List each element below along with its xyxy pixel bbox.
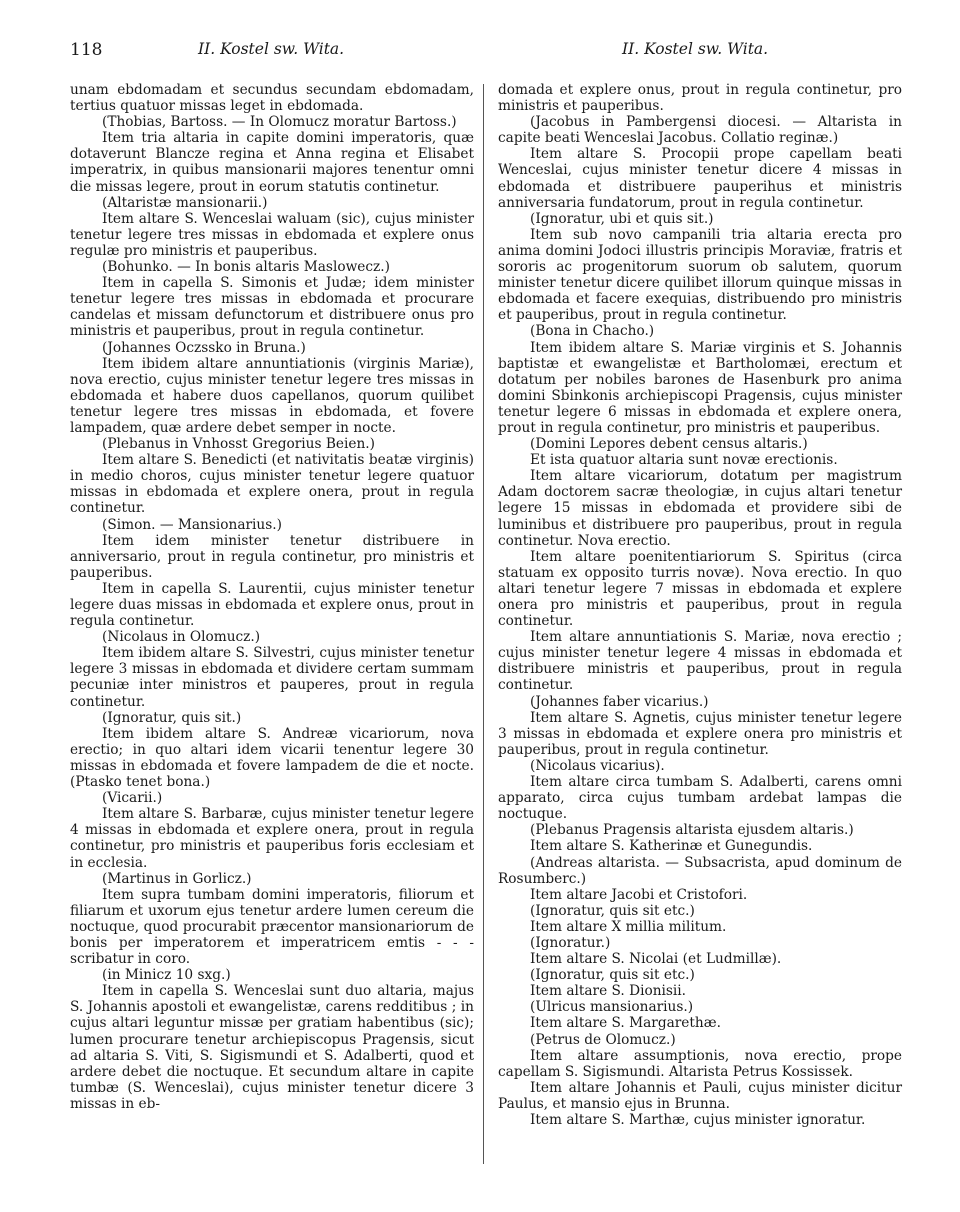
paragraph: Item ibidem altare annuntiationis (virginis Mariæ), nova erectio, cujus minister tenetur legere tres missas in ebdomada et habere duos capellanos, quorum quilibet tenetur legere tres missas in ebdomada, et fovere lampadem, quæ ardere debet semper in nocte. (70, 355, 474, 436)
paragraph: Item idem minister tenetur distribuere in anniversario, prout in regula continetur, pro ministris et pauperibus. (70, 532, 474, 581)
paragraph: (Andreas altarista. — Subsacrista, apud dominum de Rosumberc.) (498, 854, 902, 887)
paragraph: (Simon. — Mansionarius.) (102, 516, 282, 533)
paragraph: (Jacobus in Pambergensi diocesi. — Altarista in capite beati Wenceslai Jacobus. Collatio reginæ.) (498, 114, 902, 147)
paragraph: (Ignoratur, ubi et quis sit.) (530, 210, 714, 227)
paragraph: Item ibidem altare S. Silvestri, cujus minister tenetur legere 3 missas in ebdomada et dividere certam summam pecuniæ inter ministros et pauperes, prout in regula continetur. (70, 645, 474, 710)
paragraph: (Bona in Chacho.) (530, 323, 655, 340)
paragraph: (Plebanus Pragensis altarista ejusdem altaris.) (530, 822, 854, 839)
paragraph: (Nicolaus vicarius). (530, 757, 665, 774)
right-column (498, 82, 902, 1128)
paragraph: Item ibidem altare S. Mariæ virginis et S. Johannis baptistæ et ewangelistæ et Bartholomæi, erectum et dotatum per nobiles barones de Hasenburk pro anima domini Sbinkonis archiepiscopi Pragensis, cujus minister tenetur legere 6 missas in ebdomada et explere onera, prout in regula continetur, pro ministris et pauperibus. (498, 339, 902, 436)
paragraph: (Ignoratur, quis sit.) (102, 709, 242, 726)
paragraph: Item altare S. Wenceslai waluam (sic), cujus minister tenetur legere tres missas in ebdomada et explere onus regulæ pro ministris et pauperibus. (70, 210, 474, 259)
paragraph: Item altare S. Margarethæ. (530, 1015, 721, 1032)
paragraph: Item altare S. Marthæ, cujus minister ignoratur. (530, 1112, 866, 1128)
paragraph: domada et explere onus, prout in regula continetur, pro ministris et pauperibus. (498, 82, 902, 115)
paragraph: Et ista quatuor altaria sunt novæ erectionis. (530, 452, 838, 469)
paragraph: Item altare X millia militum. (530, 918, 727, 935)
paragraph: (Nicolaus in Olomucz.) (102, 629, 261, 646)
paragraph: (Domini Lepores debent census altaris.) (530, 436, 808, 453)
paragraph: Item in capella S. Simonis et Judæ; idem minister tenetur legere tres missas in ebdomada et procurare candelas et missam defunctorum et distribuere onus pro ministris et pauperibus, prout in regula continetur. (70, 275, 474, 340)
paragraph: (Plebanus in Vnhosst Gregorius Beien.) (102, 436, 375, 453)
page-header (70, 40, 906, 64)
paragraph: (Ignoratur.) (530, 934, 611, 951)
paragraph: Item altare S. Dionisii. (530, 983, 687, 1000)
paragraph: Item altare circa tumbam S. Adalberti, carens omni apparato, circa cujus tumbam ardebat lampas die noctuque. (498, 774, 902, 823)
paragraph: Item in capella S. Wenceslai sunt duo altaria, majus S. Johannis apostoli et ewangelistæ, carens redditibus ; in cujus altari leguntur missæ per gratiam habentibus (sic); lumen procurare tenetur archiepiscopus Pragensis, sicut ad altaria S. Viti, S. Sigismundi et S. Adalberti, quod et ardere debet die noctuque. Et secundum altare in capite tumbæ (S. Wenceslai), cujus minister tenetur dicere 3 missas in eb- (70, 983, 474, 1112)
paragraph: Item in capella S. Laurentii, cujus minister tenetur legere duas missas in ebdomada et explere onus, prout in regula continetur. (70, 580, 474, 630)
paragraph: (Thobias, Bartoss. — In Olomucz moratur Bartoss.) (102, 114, 457, 131)
paragraph: (Vicarii.) (102, 790, 163, 807)
paragraph: Item altare vicariorum, dotatum per magistrum Adam doctorem sacræ theologiæ, in cujus altari tenetur legere 15 missas in ebdomada et providere sibi de luminibus et distribuere pro pauperibus, prout in regula continetur. Nova erectio. (498, 468, 902, 549)
paragraph: Item altare S. Barbaræ, cujus minister tenetur legere 4 missas in ebdomada et explere onera, prout in regula continetur, pro ministris et pauperibus foris ecclesiam et in ecclesia. (70, 806, 474, 871)
paragraph: (in Minicz 10 sxg.) (102, 967, 231, 984)
left-column (70, 82, 474, 1112)
running-head-left: II. Kostel sw. Wita. (198, 40, 345, 58)
paragraph: (Ignoratur, quis sit etc.) (530, 967, 695, 984)
paragraph: Item supra tumbam domini imperatoris, filiorum et filiarum et uxorum ejus tenetur ardere lumen cereum die noctuque, quod procurabit præcentor mansionariorum de bonis per imperatorem et imperatricem emtis - - - scribatur in coro. (70, 886, 474, 968)
paragraph: Item altare annuntiationis S. Mariæ, nova erectio ; cujus minister tenetur legere 4 missas in ebdomada et distribuere ministris et pauperibus, prout in regula continetur. (498, 629, 902, 694)
paragraph: Item tria altaria in capite domini imperatoris, quæ dotaverunt Blancze regina et Anna regina et Elisabet imperatrix, in quibus mansionarii majores tenentur omni die missas legere, prout in eorum statutis continetur. (70, 130, 474, 195)
paragraph: (Martinus in Gorlicz.) (102, 870, 252, 887)
paragraph: (Altaristæ mansionarii.) (102, 194, 268, 211)
paragraph: unam ebdomadam et secundus secundam ebdomadam, tertius quatuor missas leget in ebdomada. (70, 82, 474, 115)
paragraph: (Ignoratur, quis sit etc.) (530, 902, 695, 919)
paragraph: Item ibidem altare S. Andreæ vicariorum, nova erectio; in quo altari idem vicarii tenentur legere 30 missas in ebdomada et fovere lampadem de die et nocte. (Ptasko tenet bona.) (70, 725, 474, 791)
paragraph: (Petrus de Olomucz.) (530, 1031, 676, 1048)
paragraph: Item altare S. Agnetis, cujus minister tenetur legere 3 missas in ebdomada et explere onera pro ministris et pauperibus, prout in regula continetur. (498, 709, 902, 758)
paragraph: Item sub novo campanili tria altaria erecta pro anima domini Jodoci illustris principis Moraviæ, fratris et sororis ac progenitorum suorum ob salutem, quorum minister tenetur dicere quilibet illorum quinque missas in ebdomada et facere exequias, distribuendo pro ministris et pauperibus, prout in regula continetur. (498, 226, 902, 324)
paragraph: Item altare assumptionis, nova erectio, prope capellam S. Sigismundi. Altarista Petrus Kossissek. (498, 1047, 902, 1080)
paragraph: Item altare S. Katherinæ et Gunegundis. (530, 838, 813, 855)
paragraph: Item altare S. Nicolai (et Ludmillæ). (530, 951, 782, 968)
paragraph: (Johannes Oczssko in Bruna.) (102, 339, 306, 356)
paragraph: Item altare S. Benedicti (et nativitatis beatæ virginis) in medio choros, cujus minister tenetur legere quatuor missas in ebdomada et explere onera, prout in regula continetur. (70, 452, 474, 517)
paragraph: (Johannes faber vicarius.) (530, 693, 709, 710)
page-number: 118 (70, 40, 103, 60)
paragraph: (Ulricus mansionarius.) (530, 999, 694, 1016)
column-divider (483, 84, 484, 1164)
paragraph: Item altare Johannis et Pauli, cujus minister dicitur Paulus, et mansio ejus in Brunna. (498, 1079, 902, 1112)
paragraph: Item altare Jacobi et Cristofori. (530, 886, 748, 903)
paragraph: Item altare S. Procopii prope capellam beati Wenceslai, cujus minister tenetur dicere 4 missas in ebdomada et distribuere pauperihus et ministris anniversaria fundatorum, prout in regula continetur. (498, 146, 902, 211)
paragraph: (Bohunko. — In bonis altaris Maslowecz.) (102, 259, 390, 276)
paragraph: Item altare poenitentiariorum S. Spiritus (circa statuam ex opposito turris novæ). Nova erectio. In quo altari tenetur legere 7 missas in ebdomada et explere onera pro ministris et pauperibus, prout in regula continetur. (498, 548, 902, 630)
running-head-right: II. Kostel sw. Wita. (622, 40, 769, 58)
